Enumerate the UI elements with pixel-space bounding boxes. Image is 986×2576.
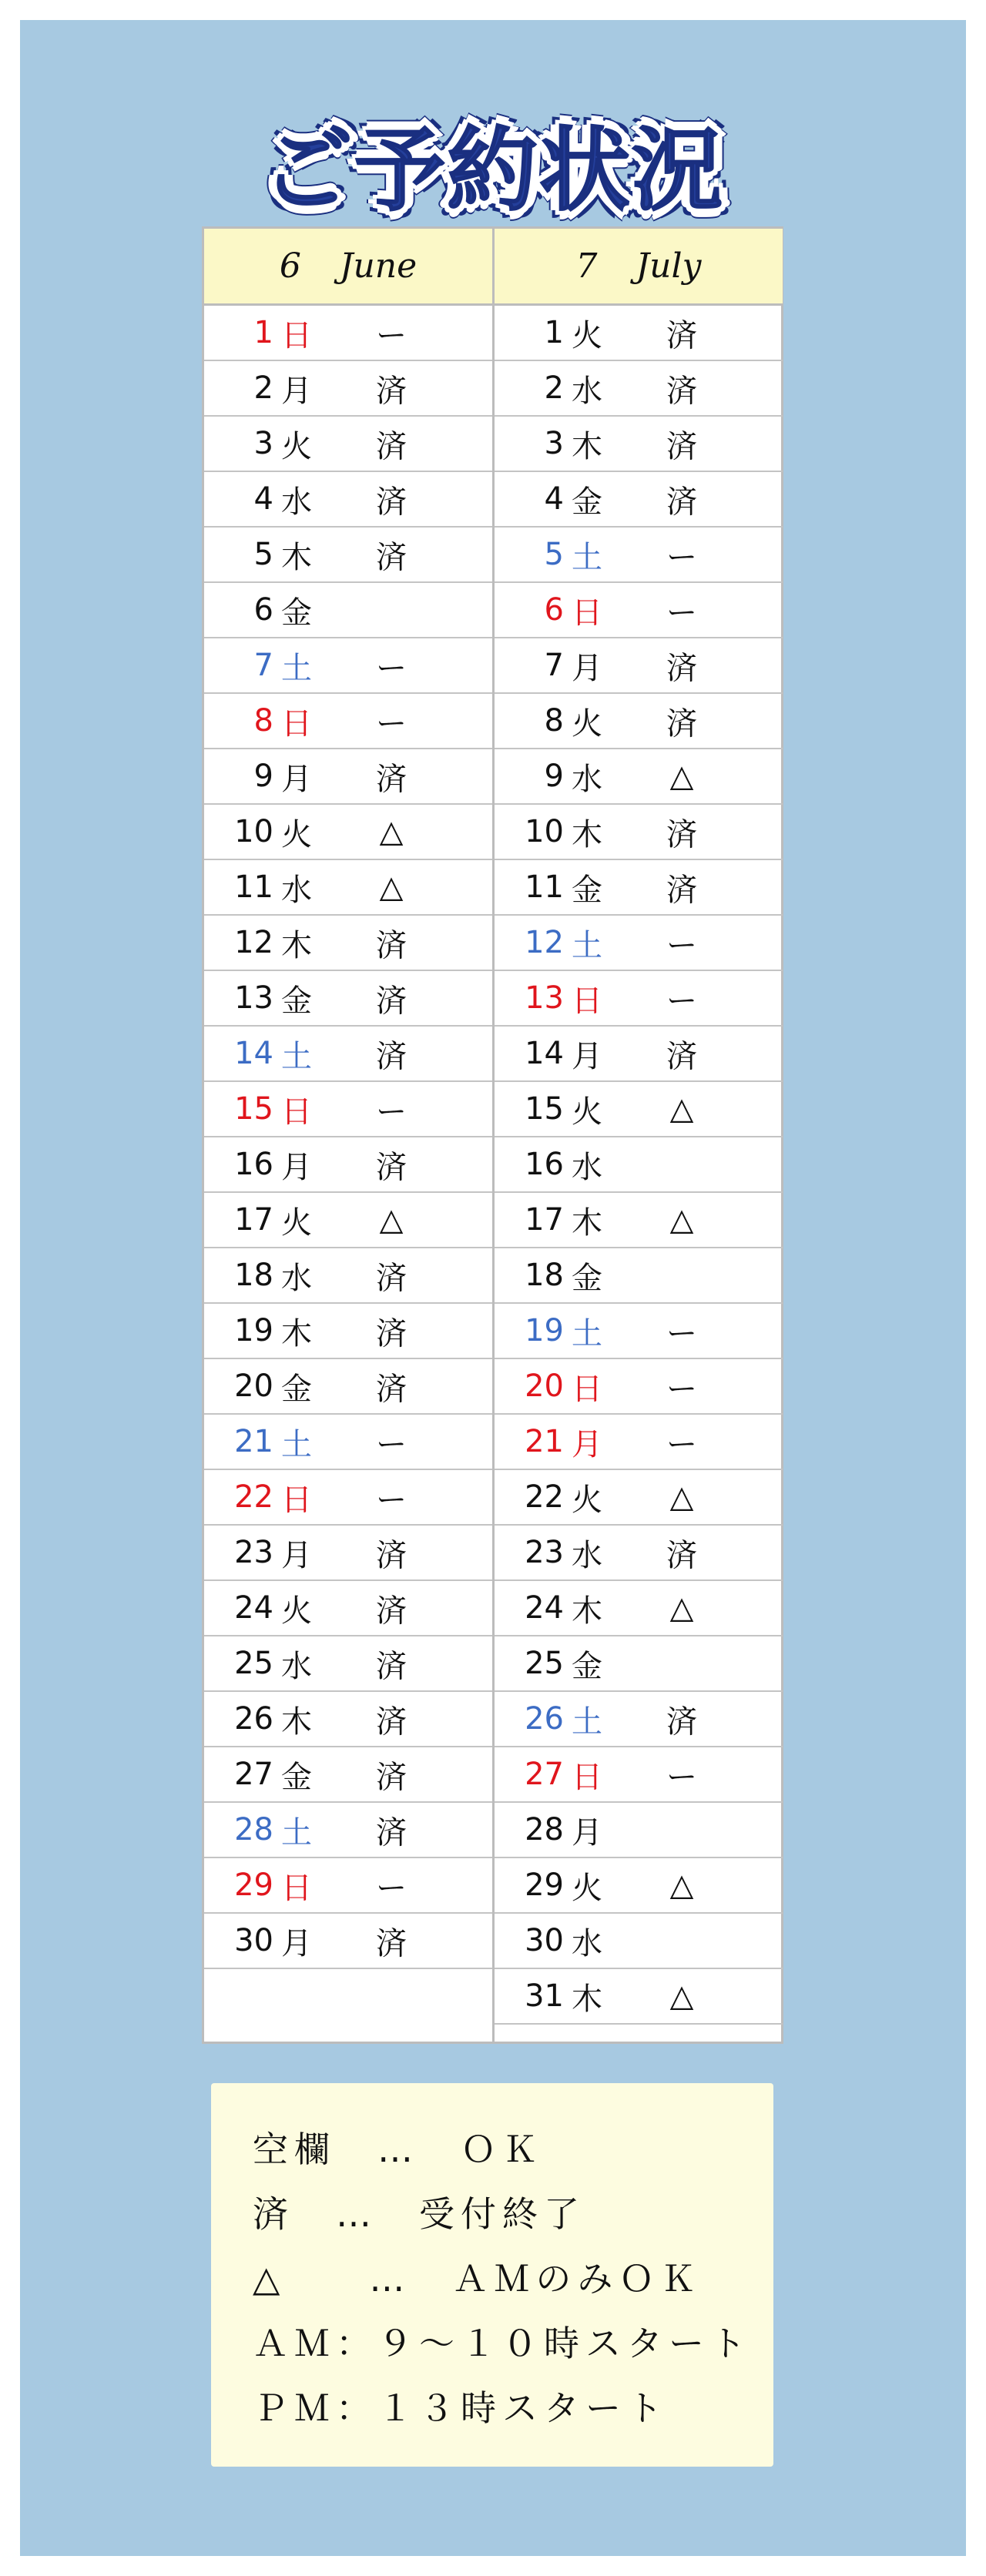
- day-row: [495, 971, 783, 1027]
- day-row: [495, 1137, 783, 1193]
- status: 済: [376, 1703, 407, 1740]
- weekday: 金: [281, 595, 312, 631]
- weekday: 日: [281, 705, 312, 742]
- weekday: 日: [572, 595, 602, 631]
- status: ー: [666, 927, 697, 963]
- status: △: [669, 1590, 694, 1626]
- day-number: 21: [525, 1424, 564, 1459]
- status: △: [669, 1479, 694, 1515]
- day-row: [495, 1914, 783, 1969]
- day-number: 25: [234, 1646, 273, 1681]
- june-rows: [204, 306, 492, 1969]
- legend-line-blank: 空欄 … ＯＫ: [253, 2129, 544, 2170]
- day-row: [204, 1082, 492, 1137]
- weekday: 月: [281, 373, 312, 409]
- day-number: 16: [234, 1147, 273, 1182]
- status: △: [669, 1202, 694, 1238]
- day-number: 20: [234, 1368, 273, 1404]
- day-row: [204, 1193, 492, 1248]
- day-number: 12: [234, 925, 273, 960]
- status: 済: [666, 484, 697, 520]
- june-month-name: June: [339, 246, 418, 286]
- day-number: 11: [234, 869, 273, 905]
- day-number: 24: [234, 1590, 273, 1626]
- day-row: [204, 361, 492, 417]
- status: ー: [376, 705, 407, 742]
- status: 済: [376, 484, 407, 520]
- day-number: 14: [525, 1036, 564, 1071]
- weekday: 水: [572, 373, 602, 409]
- day-row: [495, 1304, 783, 1359]
- status: ー: [666, 983, 697, 1019]
- status: ー: [666, 1371, 697, 1407]
- weekday: 月: [572, 1038, 602, 1074]
- status: △: [669, 1978, 694, 2014]
- weekday: 月: [572, 1426, 602, 1462]
- status: ー: [376, 650, 407, 686]
- day-row: [495, 1470, 783, 1526]
- weekday: 木: [572, 1204, 602, 1241]
- day-number: 22: [234, 1479, 273, 1515]
- day-number: 14: [234, 1036, 273, 1071]
- day-row: [204, 805, 492, 860]
- status: 済: [376, 373, 407, 409]
- status: 済: [666, 705, 697, 742]
- status: 済: [666, 373, 697, 409]
- status: 済: [376, 1759, 407, 1795]
- day-number: 25: [525, 1646, 564, 1681]
- weekday: 土: [281, 650, 312, 686]
- status: ー: [376, 1094, 407, 1130]
- status: 済: [376, 1648, 407, 1684]
- day-row: [204, 1747, 492, 1803]
- weekday: 土: [281, 1038, 312, 1074]
- weekday: 金: [281, 983, 312, 1019]
- weekday: 水: [281, 872, 312, 908]
- weekday: 水: [572, 761, 602, 797]
- day-number: 28: [234, 1812, 273, 1847]
- weekday: 月: [572, 1814, 602, 1851]
- day-number: 26: [234, 1701, 273, 1737]
- status: 済: [666, 650, 697, 686]
- day-number: 29: [525, 1868, 564, 1903]
- day-row: [204, 1858, 492, 1914]
- day-number: 7: [253, 648, 273, 683]
- status: ー: [666, 539, 697, 575]
- day-number: 6: [544, 592, 564, 628]
- day-number: 4: [544, 481, 564, 517]
- status: 済: [376, 1371, 407, 1407]
- status: ー: [376, 317, 407, 353]
- day-row: [204, 694, 492, 749]
- day-number: 7: [544, 648, 564, 683]
- day-row: [495, 1082, 783, 1137]
- weekday: 火: [281, 428, 312, 464]
- day-number: 31: [525, 1978, 564, 2014]
- background-panel: [20, 20, 966, 2556]
- weekday: 土: [281, 1814, 312, 1851]
- day-row: [204, 1914, 492, 1969]
- status: 済: [666, 872, 697, 908]
- day-number: 10: [525, 814, 564, 849]
- day-number: 17: [234, 1202, 273, 1238]
- day-row: [204, 916, 492, 971]
- day-row: [204, 1359, 492, 1415]
- weekday: 日: [572, 1371, 602, 1407]
- day-row: [204, 749, 492, 805]
- weekday: 土: [572, 539, 602, 575]
- day-row: [495, 1636, 783, 1692]
- status: 済: [376, 1315, 407, 1352]
- weekday: 火: [281, 1593, 312, 1629]
- day-row: [495, 1193, 783, 1248]
- weekday: 木: [572, 428, 602, 464]
- day-number: 13: [234, 980, 273, 1016]
- weekday: 木: [572, 816, 602, 853]
- day-row: [204, 1470, 492, 1526]
- day-number: 5: [544, 537, 564, 572]
- status: △: [669, 759, 694, 794]
- weekday: 土: [572, 1315, 602, 1352]
- weekday: 日: [281, 1094, 312, 1130]
- weekday: 水: [281, 1260, 312, 1296]
- day-number: 30: [234, 1923, 273, 1958]
- day-number: 1: [253, 315, 273, 350]
- weekday: 日: [572, 983, 602, 1019]
- day-row: [495, 860, 783, 916]
- day-row: [204, 1027, 492, 1082]
- status: ー: [666, 595, 697, 631]
- day-row: [204, 638, 492, 694]
- day-row: [204, 1137, 492, 1193]
- day-number: 23: [234, 1535, 273, 1570]
- day-row: [204, 1636, 492, 1692]
- day-number: 2: [544, 370, 564, 406]
- day-number: 10: [234, 814, 273, 849]
- july-month-name: July: [636, 246, 702, 286]
- day-row: [495, 472, 783, 528]
- weekday: 金: [572, 872, 602, 908]
- status: 済: [666, 317, 697, 353]
- weekday: 火: [281, 1204, 312, 1241]
- legend-line-am-time: ＡＭ：９～１０時スタート: [253, 2323, 752, 2364]
- day-number: 6: [253, 592, 273, 628]
- day-number: 5: [253, 537, 273, 572]
- weekday: 金: [281, 1759, 312, 1795]
- june-column: [204, 229, 495, 2042]
- day-row: [204, 583, 492, 638]
- day-number: 26: [525, 1701, 564, 1737]
- day-number: 1: [544, 315, 564, 350]
- day-row: [495, 694, 783, 749]
- day-number: 13: [525, 980, 564, 1016]
- status: △: [379, 869, 404, 905]
- weekday: 金: [572, 484, 602, 520]
- weekday: 火: [572, 705, 602, 742]
- weekday: 木: [572, 1981, 602, 2017]
- legend-line-done: 済 … 受付終了: [253, 2193, 585, 2235]
- legend-line-pm-time: ＰＭ：１３時スタート: [253, 2387, 669, 2429]
- status: 済: [376, 1925, 407, 1961]
- status: △: [669, 1868, 694, 1903]
- weekday: 金: [572, 1260, 602, 1296]
- weekday: 火: [572, 1870, 602, 1906]
- day-row: [495, 1803, 783, 1858]
- day-number: 17: [525, 1202, 564, 1238]
- status: ー: [376, 1482, 407, 1518]
- status: ー: [666, 1426, 697, 1462]
- day-number: 19: [525, 1313, 564, 1348]
- day-row: [495, 1248, 783, 1304]
- day-row: [204, 1526, 492, 1581]
- day-row: [204, 860, 492, 916]
- status: 済: [376, 1260, 407, 1296]
- status: △: [669, 1091, 694, 1127]
- day-number: 3: [253, 426, 273, 461]
- day-row: [204, 1415, 492, 1470]
- status: 済: [376, 927, 407, 963]
- weekday: 水: [572, 1537, 602, 1573]
- weekday: 日: [281, 1870, 312, 1906]
- weekday: 水: [572, 1149, 602, 1185]
- weekday: 土: [572, 927, 602, 963]
- weekday: 月: [572, 650, 602, 686]
- day-number: 16: [525, 1147, 564, 1182]
- day-row: [495, 1027, 783, 1082]
- status: 済: [666, 1038, 697, 1074]
- day-number: 27: [525, 1757, 564, 1792]
- day-row: [204, 1581, 492, 1636]
- status: 済: [376, 1537, 407, 1573]
- status: 済: [666, 816, 697, 853]
- day-number: 11: [525, 869, 564, 905]
- day-number: 27: [234, 1757, 273, 1792]
- weekday: 月: [281, 1537, 312, 1573]
- day-number: 28: [525, 1812, 564, 1847]
- july-month-number: 7: [575, 246, 598, 286]
- status: 済: [666, 1703, 697, 1740]
- weekday: 月: [281, 761, 312, 797]
- legend-box: [211, 2083, 773, 2467]
- status: ー: [666, 1315, 697, 1352]
- status: △: [379, 1202, 404, 1238]
- reservation-calendar: [202, 226, 783, 2044]
- day-row: [495, 1747, 783, 1803]
- day-number: 12: [525, 925, 564, 960]
- weekday: 土: [572, 1703, 602, 1740]
- day-row: [495, 1858, 783, 1914]
- status: 済: [376, 539, 407, 575]
- status: 済: [376, 1149, 407, 1185]
- day-number: 30: [525, 1923, 564, 1958]
- day-row: [495, 638, 783, 694]
- weekday: 日: [572, 1759, 602, 1795]
- legend-line-am-only: △ … ＡＭのみＯＫ: [253, 2258, 703, 2300]
- day-row: [204, 528, 492, 583]
- page-title: ご予約状況: [261, 117, 724, 223]
- weekday: 月: [281, 1149, 312, 1185]
- day-row: [204, 971, 492, 1027]
- day-row: [495, 805, 783, 860]
- day-row: [495, 361, 783, 417]
- weekday: 水: [572, 1925, 602, 1961]
- weekday: 木: [281, 927, 312, 963]
- day-row: [495, 1359, 783, 1415]
- day-number: 20: [525, 1368, 564, 1404]
- day-row: [495, 749, 783, 805]
- weekday: 水: [281, 1648, 312, 1684]
- day-number: 18: [234, 1258, 273, 1293]
- status: 済: [666, 428, 697, 464]
- weekday: 月: [281, 1925, 312, 1961]
- day-number: 21: [234, 1424, 273, 1459]
- day-row: [495, 583, 783, 638]
- status: 済: [376, 983, 407, 1019]
- weekday: 木: [281, 1703, 312, 1740]
- status: ー: [376, 1426, 407, 1462]
- day-row: [495, 1581, 783, 1636]
- day-number: 22: [525, 1479, 564, 1515]
- day-row: [204, 306, 492, 361]
- day-number: 4: [253, 481, 273, 517]
- june-month-number: 6: [279, 246, 301, 286]
- weekday: 木: [281, 539, 312, 575]
- weekday: 日: [281, 1482, 312, 1518]
- day-number: 29: [234, 1868, 273, 1903]
- day-number: 2: [253, 370, 273, 406]
- july-column: [495, 229, 783, 2042]
- day-number: 15: [234, 1091, 273, 1127]
- day-number: 3: [544, 426, 564, 461]
- status: 済: [376, 1814, 407, 1851]
- day-row: [204, 1692, 492, 1747]
- weekday: 木: [281, 1315, 312, 1352]
- status: 済: [376, 1038, 407, 1074]
- status: 済: [666, 1537, 697, 1573]
- weekday: 火: [572, 317, 602, 353]
- status: 済: [376, 1593, 407, 1629]
- day-number: 9: [544, 759, 564, 794]
- day-number: 19: [234, 1313, 273, 1348]
- day-number: 24: [525, 1590, 564, 1626]
- day-number: 18: [525, 1258, 564, 1293]
- weekday: 木: [572, 1593, 602, 1629]
- day-row: [204, 472, 492, 528]
- status: 済: [376, 761, 407, 797]
- day-row: [495, 1526, 783, 1581]
- day-number: 23: [525, 1535, 564, 1570]
- day-row: [495, 1692, 783, 1747]
- weekday: 金: [572, 1648, 602, 1684]
- weekday: 火: [572, 1482, 602, 1518]
- june-header: [204, 229, 492, 306]
- weekday: 金: [281, 1371, 312, 1407]
- status: △: [379, 814, 404, 849]
- day-row: [204, 417, 492, 472]
- weekday: 火: [281, 816, 312, 853]
- weekday: 日: [281, 317, 312, 353]
- status: ー: [376, 1870, 407, 1906]
- day-row: [495, 1969, 783, 2025]
- july-header: [495, 229, 783, 306]
- weekday: 水: [281, 484, 312, 520]
- status: 済: [376, 428, 407, 464]
- weekday: 土: [281, 1426, 312, 1462]
- day-row: [204, 1304, 492, 1359]
- day-row: [495, 528, 783, 583]
- day-number: 15: [525, 1091, 564, 1127]
- status: ー: [666, 1759, 697, 1795]
- weekday: 火: [572, 1094, 602, 1130]
- day-row: [204, 1803, 492, 1858]
- july-rows: [495, 306, 783, 2025]
- day-row: [204, 1248, 492, 1304]
- day-row: [495, 306, 783, 361]
- day-number: 8: [544, 703, 564, 739]
- day-row: [495, 417, 783, 472]
- day-number: 8: [253, 703, 273, 739]
- day-row: [495, 916, 783, 971]
- day-number: 9: [253, 759, 273, 794]
- day-row: [495, 1415, 783, 1470]
